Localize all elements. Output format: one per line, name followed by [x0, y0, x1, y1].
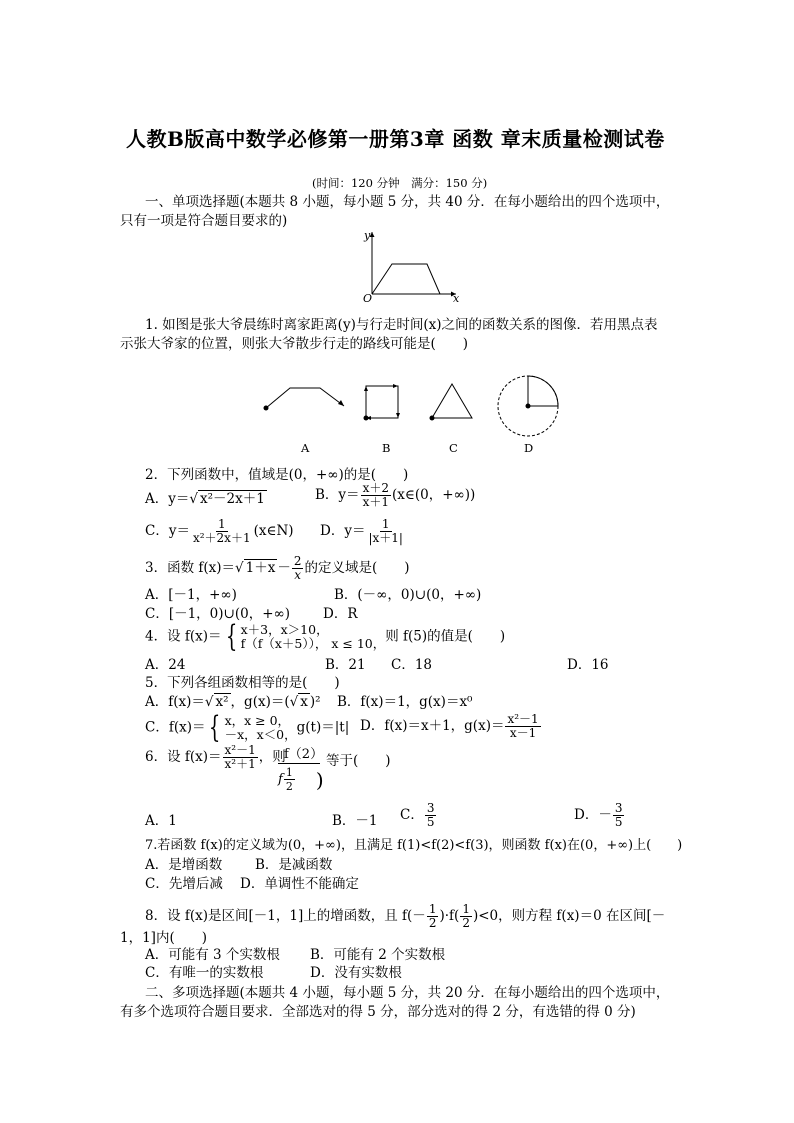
fraction-denominator: 2: [285, 780, 293, 793]
q5-option-b: B．f(x)＝1，g(x)＝x⁰: [337, 694, 473, 710]
q8-stem: 8．设 f(x)是区间[－1，1]上的增函数，且 f(－ $\frac{1}{2}$ )·f( $\frac{1}{2}$ )<0，则方程 f(x)＝0 在区间[－: [145, 902, 666, 930]
q5-stem: 5．下列各组函数相等的是( ): [145, 675, 340, 691]
route-c: [430, 384, 473, 421]
section2-line1: 二、多项选择题(本题共 4 小题，每小题 5 分，共 20 分．在每小题给出的四个选项中，: [145, 985, 670, 1001]
q7-option-d: D．单调性不能确定: [240, 876, 359, 892]
q8-option-a: A．可能有 3 个实数根: [145, 947, 280, 963]
q1-route-figures: [262, 372, 562, 442]
section1-line1: 一、单项选择题(本题共 8 小题，每小题 5 分，共 40 分．在每小题给出的四个选项中，: [145, 194, 670, 210]
q3-stem: 3．函数 f(x)＝√ 1＋x － $\frac{2}{x}$ 的定义域是( ): [145, 554, 410, 582]
big-fraction-f: f: [278, 772, 283, 787]
q4-case-1: x＋3，x＞10，: [240, 622, 329, 637]
option-a-start: A．f(x)＝: [145, 694, 205, 710]
fraction-denominator: 2: [428, 916, 437, 930]
q4-stem: 4．设 f(x)＝ { x＋3，x＞10， f（f（x＋5））， x ≤ 10， 则 f(5)的值是( ): [145, 619, 506, 654]
section2-line2: 有多个选项符合题目要求．全部选对的得 5 分，部分选对的得 2 分，有选错的得 0 分): [120, 1004, 636, 1020]
q6-option-c: [400, 802, 437, 829]
section1-line2: 只有一项是符合题目要求的): [120, 213, 288, 229]
q2-option-d: [320, 518, 406, 545]
q1-line1: 1. 如图是张大爷晨练时离家距离(y)与行走时间(x)之间的函数关系的图像．若用黑点表: [145, 317, 658, 333]
q4-option-a: A．24: [145, 657, 186, 673]
q3-minus: －: [277, 560, 291, 576]
fraction-numerator: 2: [293, 554, 302, 568]
q4-option-c: C．18: [391, 657, 433, 673]
exam-info: (时间：120 分钟 满分：150 分): [312, 176, 488, 190]
option-c-label: C．: [400, 807, 424, 823]
distance-curve: [372, 264, 440, 294]
q7-option-c: C．先增后减: [145, 876, 223, 892]
option-c-case-2: －x，x＜0，: [224, 727, 297, 742]
x-axis-label: x: [453, 292, 460, 305]
q7-option-b: B．是减函数: [255, 857, 333, 873]
fraction-denominator: x²＋1: [224, 757, 256, 771]
q4-stem-start: 4．设 f(x)＝: [145, 628, 222, 645]
q6-stem: [145, 744, 286, 771]
q2-stem: 2．下列函数中，值域是(0，+∞)的是( ): [145, 467, 409, 483]
fraction-numerator: 3: [426, 801, 435, 815]
fraction-denominator: 5: [614, 815, 623, 829]
option-a-radicand: x²: [215, 694, 229, 710]
option-b-label: B．y＝: [315, 487, 360, 503]
q8-option-c: C．有唯一的实数根: [145, 965, 264, 981]
q6-stem-end: 等于( ): [326, 753, 391, 769]
q2-option-b: [315, 482, 475, 509]
fraction-denominator: 5: [426, 815, 435, 829]
page-title: 人教B版高中数学必修第一册第3章 函数 章末质量检测试卷: [126, 127, 665, 151]
route-a: [264, 388, 345, 411]
q3-option-d: D．R: [323, 606, 358, 622]
q2-option-a: A．y＝√ x²－2x＋1: [145, 491, 265, 507]
q1-option-b: B: [382, 441, 391, 455]
q6-stem-start: 6．设 f(x)＝: [145, 749, 222, 765]
q3-stem-end: 的定义域是( ): [304, 560, 410, 576]
q7-stem: 7.若函数 f(x)的定义域为(0，+∞)，且满足 f(1)<f(2)<f(3)，则函数 f(x)在(0，+∞)上( ): [145, 838, 683, 853]
q6-stem-mid: ，则: [258, 749, 286, 765]
y-axis-label: y: [364, 229, 371, 242]
option-c-case-1: x，x ≥ 0，: [224, 713, 291, 728]
q6-option-a: A．1: [145, 813, 177, 829]
option-c-end: g(t)＝|t|: [296, 719, 350, 736]
home-dot: [264, 406, 269, 411]
fraction-numerator: 1: [462, 902, 470, 916]
option-a-mid: ，g(x)＝(: [230, 694, 290, 710]
q3-radicand: 1＋x: [245, 560, 276, 576]
q4-stem-end: 则 f(5)的值是( ): [385, 628, 506, 645]
fraction-numerator: x＋2: [362, 481, 389, 495]
fraction-denominator: x²＋2x＋1: [192, 531, 251, 545]
q4-case-2: f（f（x＋5））， x ≤ 10，: [240, 636, 386, 651]
q2-option-c: [145, 518, 294, 545]
route-b: [364, 384, 401, 421]
option-a-label: A．y＝: [145, 491, 190, 507]
big-fraction-numerator: f（2）: [278, 743, 320, 764]
q6-option-b: B．－1: [332, 813, 378, 829]
fraction-numerator: 3: [614, 801, 623, 815]
q8-stem-end: <0，则方程 f(x)＝0 在区间[－: [478, 908, 666, 924]
q4-option-d: D．16: [567, 657, 609, 673]
option-a-radicand: x²－2x＋1: [200, 491, 265, 507]
fraction-denominator: |x＋1|: [368, 531, 403, 545]
option-c-domain: (x∈N): [253, 523, 294, 539]
q3-option-c: C．[－1，0)∪(0，+∞): [145, 606, 291, 622]
q8-stem-mid: ·f: [444, 908, 455, 924]
q1-line2: 示张大爷家的位置，则张大爷散步行走的路线可能是( ): [120, 336, 469, 352]
option-d-label: D．y＝: [320, 523, 366, 539]
fraction-denominator: x＋1: [362, 495, 389, 509]
q8-line2: 1，1]内( ): [120, 930, 207, 946]
q5-option-d: [360, 713, 542, 740]
q5-option-a: A．f(x)＝√ x² ，g(x)＝(√ x )²: [145, 694, 321, 710]
q1-option-c: C: [449, 441, 458, 455]
option-a-end: )²: [309, 694, 321, 710]
home-dot: [430, 416, 435, 421]
fraction-numerator: 1: [381, 517, 390, 531]
q8-option-b: B．可能有 2 个实数根: [310, 947, 446, 963]
option-c-start: C．f(x)＝: [145, 719, 206, 736]
option-d-label: D．－: [574, 807, 612, 823]
q5-option-c: C．f(x)＝ { x，x ≥ 0， －x，x＜0， g(t)＝|t|: [145, 710, 350, 745]
option-c-label: C．y＝: [145, 523, 190, 539]
q3-option-b: B．(－∞，0)∪(0，+∞): [334, 587, 482, 603]
option-d-start: D．f(x)＝x＋1，g(x)＝: [360, 718, 505, 734]
q6-big-fraction: f（2） f $\frac{1}{2}$ ): [278, 743, 324, 793]
option-a-radicand-2: x: [300, 694, 308, 710]
q4-option-b: B．21: [325, 657, 366, 673]
fraction-numerator: 1: [285, 766, 293, 779]
route-d: [498, 376, 558, 436]
q7-option-a: A．是增函数: [145, 857, 223, 873]
fraction-numerator: x²－1: [507, 712, 539, 726]
fraction-numerator: 1: [428, 902, 437, 916]
origin-label: O: [363, 292, 373, 305]
q3-stem-start: 3．函数 f(x)＝: [145, 560, 236, 576]
distance-time-graph: [360, 229, 460, 305]
q6-option-d: [574, 802, 625, 829]
home-dot: [364, 416, 369, 421]
q8-stem-start: 8．设 f(x)是区间[－1，1]上的增函数，且 f: [145, 908, 408, 924]
home-dot: [526, 404, 531, 409]
option-b-domain: (x∈(0，+∞)): [391, 487, 476, 503]
q1-option-d: D: [524, 441, 534, 455]
q8-option-d: D．没有实数根: [310, 965, 402, 981]
fraction-denominator: 2: [462, 916, 470, 930]
y-axis-arrow: [370, 232, 375, 237]
fraction-denominator: x－1: [509, 726, 537, 740]
fraction-denominator: x: [294, 568, 302, 582]
q3-option-a: A．[－1，+∞): [145, 587, 237, 603]
fraction-numerator: 1: [217, 517, 226, 531]
q1-option-a: A: [301, 441, 310, 455]
fraction-numerator: x²－1: [224, 743, 256, 757]
